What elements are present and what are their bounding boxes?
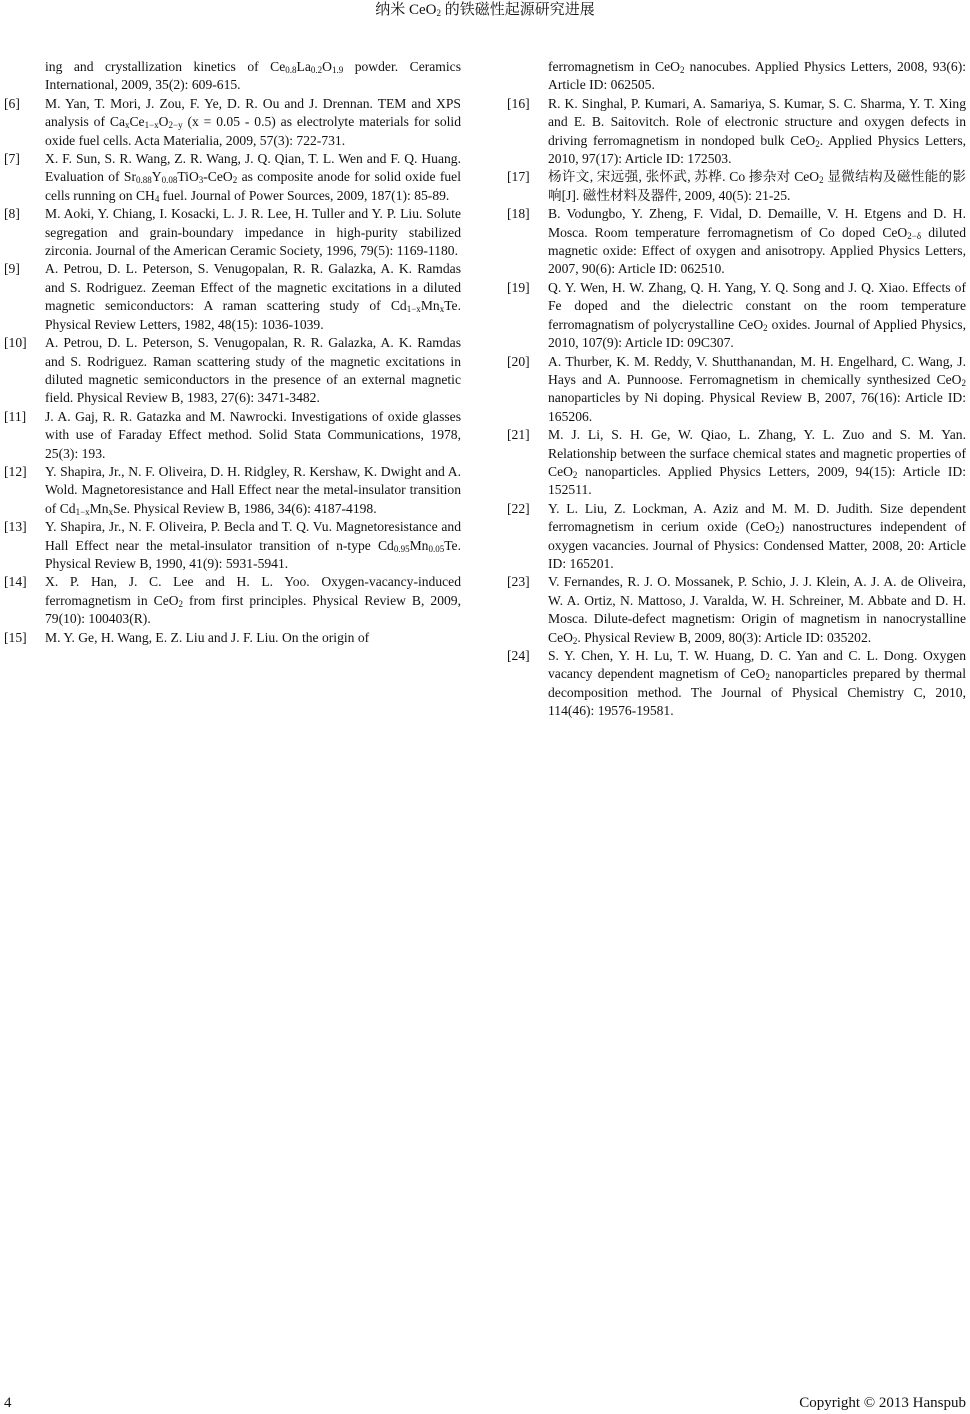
text-segment: as composite anode for solid oxide fuel cells running on CH bbox=[45, 169, 461, 203]
reference-number: [13] bbox=[4, 519, 27, 535]
subscript: 1−x bbox=[406, 304, 421, 315]
reference-entry bbox=[4, 334, 461, 408]
subscript: 2 bbox=[436, 8, 441, 18]
text-segment: A. Petrou, D. L. Peterson, S. Venugopalan, R. R. Galazka, A. K. Ramdas and S. Rodriguez. Zeeman Effect of the magnetic excitations in a diluted magnetic semiconductors: A raman scattering study of Cd bbox=[45, 261, 461, 314]
text-segment: ferromagnetism in CeO bbox=[548, 59, 680, 74]
text-segment: B. Vodungbo, Y. Zheng, F. Vidal, D. Demaille, V. H. Etgens and D. H. Mosca. Room temperature ferromagnetism of Co doped CeO bbox=[548, 206, 966, 240]
subscript: 2 bbox=[765, 672, 770, 683]
references-left-column bbox=[4, 58, 461, 647]
reference-entry bbox=[4, 95, 461, 150]
reference-text bbox=[45, 463, 461, 518]
reference-text bbox=[548, 58, 966, 95]
reference-number: [11] bbox=[4, 408, 27, 424]
reference-entry bbox=[507, 205, 966, 279]
reference-text bbox=[45, 629, 461, 647]
reference-number: [24] bbox=[507, 648, 530, 663]
text-segment: Y. Shapira, Jr., N. F. Oliveira, D. H. Ridgley, R. Kershaw, K. Dwight and A. Wold. Magnetoresistance and Hall Effect near the metal-insulator transition of Cd bbox=[45, 463, 461, 516]
reference-number: [19] bbox=[507, 279, 530, 295]
text-segment: nanocubes. Applied Physics Letters, 2008, 93(6): Article ID: 062505. bbox=[548, 59, 966, 93]
text-segment: Ce bbox=[129, 114, 145, 130]
subscript: x bbox=[439, 304, 445, 315]
subscript: 3 bbox=[198, 175, 204, 186]
text-segment: M. Yan, T. Mori, J. Zou, F. Ye, D. R. Ou and J. Drennan. TEM and XPS analysis of Ca bbox=[45, 95, 461, 130]
reference-entry bbox=[4, 629, 461, 647]
reference-number: [17] bbox=[507, 169, 530, 185]
reference-entry bbox=[4, 408, 461, 463]
reference-number: [20] bbox=[507, 353, 530, 369]
reference-text bbox=[548, 500, 966, 574]
text-segment: . Physical Review B, 2009, 80(3): Article ID: 035202. bbox=[577, 629, 872, 645]
reference-text bbox=[45, 334, 461, 408]
reference-entry bbox=[507, 353, 966, 427]
text-segment: 的铁磁性起源研究进展 bbox=[440, 2, 595, 18]
text-segment: M. J. Li, S. H. Ge, W. Qiao, L. Zhang, Y. L. Zuo and S. M. Yan. Relationship between the surface chemical states and magnetic properties of CeO bbox=[548, 427, 966, 479]
subscript: 2 bbox=[763, 322, 768, 333]
subscript: 0.05 bbox=[428, 543, 445, 554]
reference-entry bbox=[507, 168, 966, 205]
text-segment: from first principles. Physical Review B, 2009, 79(10): 100403(R). bbox=[45, 592, 461, 627]
reference-entry bbox=[4, 58, 461, 95]
subscript: x bbox=[124, 120, 130, 131]
reference-text bbox=[45, 573, 461, 628]
text-segment: oxides. Journal of Applied Physics, 2010, 107(9): Article ID: 09C307. bbox=[548, 316, 966, 351]
reference-entry bbox=[4, 150, 461, 205]
text-segment: . Applied Physics Letters, 2010, 97(17): Article ID: 172503. bbox=[548, 132, 967, 167]
reference-entry bbox=[4, 573, 461, 628]
text-segment: Y. L. Liu, Z. Lockman, A. Aziz and M. M. D. Judith. Size dependent ferromagnetism in cerium oxide (CeO bbox=[548, 500, 966, 535]
text-segment: Se. Physical Review B, 1986, 34(6): 4187-4198. bbox=[113, 500, 377, 516]
text-segment: M. Y. Ge, H. Wang, E. Z. Liu and J. F. Liu. On the origin of bbox=[45, 629, 370, 645]
reference-number: [6] bbox=[4, 95, 20, 111]
reference-entry bbox=[507, 426, 966, 500]
reference-text bbox=[548, 426, 966, 500]
reference-entry bbox=[507, 279, 966, 353]
reference-text bbox=[548, 353, 966, 427]
reference-text bbox=[548, 573, 966, 647]
reference-entry bbox=[4, 260, 461, 334]
text-segment: R. K. Singhal, P. Kumari, A. Samariya, S. Kumar, S. C. Sharma, Y. T. Xing and E. B. Saitovitch. Role of electronic structure and oxygen defects in driving ferromagnetism in nondoped bulk CeO bbox=[548, 95, 966, 148]
subscript: 2 bbox=[572, 469, 578, 480]
subscript: x bbox=[108, 506, 114, 517]
subscript: 1−x bbox=[144, 120, 159, 131]
subscript: 0.95 bbox=[393, 543, 410, 554]
text-segment: V. Fernandes, R. J. O. Mossanek, P. Schio, J. J. Klein, A. J. A. de Oliveira, W. A. Ortiz, N. Mattoso, J. Varalda, W. H. Schreiner, M. Abbate and D. H. Mosca. Dilute-defect magnetism: Origin of magnetism in nanocrystalline CeO bbox=[548, 574, 966, 645]
text-segment: fuel. Journal of Power Sources, 2009, 187(1): 85-89. bbox=[159, 187, 450, 203]
text-segment: Mn bbox=[409, 537, 429, 553]
text-segment: Te. Physical Review Letters, 1982, 48(15): 1036-1039. bbox=[45, 298, 461, 332]
reference-text bbox=[548, 279, 966, 353]
reference-text bbox=[548, 168, 966, 205]
reference-number: [10] bbox=[4, 335, 27, 351]
reference-number: [8] bbox=[4, 206, 20, 222]
subscript: 2 bbox=[679, 65, 685, 75]
reference-number: [18] bbox=[507, 206, 530, 222]
reference-text bbox=[45, 95, 461, 150]
reference-number: [16] bbox=[507, 95, 530, 111]
text-segment: Mn bbox=[89, 500, 109, 516]
subscript: 2 bbox=[775, 525, 780, 536]
reference-number: [14] bbox=[4, 574, 27, 590]
text-segment: nanoparticles prepared by thermal decomposition method. The Journal of Physical Chemistry C, 2010, 114(46): 19576-19581. bbox=[548, 666, 966, 719]
subscript: 4 bbox=[154, 193, 160, 204]
text-segment: -CeO bbox=[203, 169, 233, 185]
text-segment: (x = 0.05 - 0.5) as electrolyte materials for solid oxide fuel cells. Acta Materialia, 2009, 57(3): 722-731. bbox=[45, 114, 461, 148]
reference-text bbox=[548, 205, 966, 279]
text-segment: ing and crystallization kinetics of Ce bbox=[45, 59, 286, 74]
reference-number: [23] bbox=[507, 574, 530, 590]
text-segment: Y bbox=[151, 169, 162, 185]
text-segment: X. P. Han, J. C. Lee and H. L. Yoo. Oxygen-vacancy-induced ferromagnetism in CeO bbox=[45, 574, 461, 608]
subscript: 2−y bbox=[168, 120, 183, 131]
text-segment: 纳米 CeO bbox=[375, 2, 437, 18]
text-segment: ) nanostructures independent of oxygen vacancies. Journal of Physics: Condensed Matter, 2008, 20: Article ID: 165201. bbox=[548, 519, 966, 571]
subscript: 2 bbox=[572, 635, 578, 646]
reference-entry bbox=[507, 500, 966, 574]
reference-entry bbox=[4, 205, 461, 260]
subscript: 0.88 bbox=[136, 175, 152, 186]
reference-entry bbox=[507, 95, 966, 169]
text-segment: Mn bbox=[420, 298, 440, 314]
subscript: 2−δ bbox=[907, 230, 922, 241]
text-segment: powder. Ceramics International, 2009, 35(2): 609-615. bbox=[45, 59, 461, 93]
reference-number: [21] bbox=[507, 427, 530, 443]
subscript: 2 bbox=[232, 175, 238, 186]
text-segment: A. Petrou, D. L. Peterson, S. Venugopalan, R. R. Galazka, A. K. Ramdas and S. Rodriguez. Raman scattering study of the magnetic excitations in diluted magnetic semiconductors in the presence of an external magnetic field. Physical Review B, 1983, 27(6): 3471-3482. bbox=[45, 335, 461, 406]
reference-text bbox=[45, 150, 461, 205]
reference-number: [15] bbox=[4, 629, 27, 645]
text-segment: O bbox=[322, 59, 332, 74]
text-segment: S. Y. Chen, Y. H. Lu, T. W. Huang, D. C. Yan and C. L. Dong. Oxygen vacancy dependent magnetism of CeO bbox=[548, 648, 966, 682]
text-segment: M. Aoki, Y. Chiang, I. Kosacki, L. J. R. Lee, H. Tuller and Y. P. Liu. Solute segregation and grain-boundary impedance in high-purity stabilized zirconia. Journal of the American Ceramic Society, 1996, 79(5): 1169-1180. bbox=[45, 206, 461, 259]
subscript: 0.2 bbox=[310, 65, 323, 75]
reference-entry bbox=[4, 463, 461, 518]
subscript: 1−x bbox=[75, 506, 90, 517]
reference-number: [9] bbox=[4, 261, 20, 277]
reference-number: [22] bbox=[507, 500, 530, 516]
references-right-column bbox=[507, 58, 966, 721]
reference-text bbox=[548, 647, 966, 721]
text-segment: Y. Shapira, Jr., N. F. Oliveira, P. Becla and T. Q. Vu. Magnetoresistance and Hall Effect near the metal-insulator transition of n-type Cd bbox=[45, 519, 461, 553]
text-segment: nanoparticles. Applied Physics Letters, 2009, 94(15): Article ID: 152511. bbox=[548, 463, 966, 498]
reference-number: [12] bbox=[4, 463, 27, 479]
reference-text bbox=[45, 58, 461, 95]
text-segment: O bbox=[158, 114, 169, 130]
text-segment: Q. Y. Wen, H. W. Zhang, Q. H. Yang, Y. Q. Song and J. Q. Xiao. Effects of Fe doped and the dielectric constant on the room temperature ferromagnatism of polycrystalline CeO bbox=[548, 279, 966, 332]
page-number: 4 bbox=[4, 1395, 12, 1411]
text-segment: 显微结构及磁性能的影响[J]. 磁性材料及器件, 2009, 40(5): 21-25. bbox=[548, 169, 967, 203]
text-segment: 杨许文, 宋远强, 张怀武, 苏桦. Co 掺杂对 CeO bbox=[548, 169, 820, 185]
text-segment: nanoparticles by Ni doping. Physical Review B, 2007, 76(16): Article ID: 165206. bbox=[548, 390, 966, 424]
reference-number: [7] bbox=[4, 151, 20, 167]
subscript: 1.9 bbox=[331, 65, 344, 75]
subscript: 0.8 bbox=[285, 65, 297, 75]
text-segment: A. Thurber, K. M. Reddy, V. Shutthanandan, M. H. Engelhard, C. Wang, J. Hays and A. Punnoose. Ferromagnetism in chemically synthesized CeO bbox=[548, 353, 966, 387]
reference-text bbox=[45, 408, 461, 463]
subscript: 2 bbox=[815, 138, 820, 149]
text-segment: La bbox=[296, 59, 311, 74]
reference-text bbox=[45, 518, 461, 573]
text-segment: TiO bbox=[177, 169, 199, 185]
text-segment: diluted magnetic oxide: Effect of oxygen and anisotropy. Applied Physics Letters, 2007, 90(6): Article ID: 062510. bbox=[548, 224, 967, 277]
reference-text bbox=[45, 205, 461, 260]
reference-text bbox=[45, 260, 461, 334]
text-segment: J. A. Gaj, R. R. Gatazka and M. Nawrocki. Investigations of oxide glasses with use of Faraday Effect method. Solid Stata Communications, 1978, 25(3): 193. bbox=[45, 408, 461, 461]
text-segment: Te. Physical Review B, 1990, 41(9): 5931-5941. bbox=[45, 537, 461, 571]
subscript: 2 bbox=[819, 175, 824, 186]
reference-entry bbox=[4, 518, 461, 573]
copyright-notice: Copyright © 2013 Hanspub bbox=[799, 1395, 966, 1411]
running-header bbox=[0, 0, 970, 20]
reference-text bbox=[548, 95, 966, 169]
subscript: 0.08 bbox=[161, 175, 178, 186]
subscript: 2 bbox=[961, 377, 966, 388]
text-segment: X. F. Sun, S. R. Wang, Z. R. Wang, J. Q. Qian, T. L. Wen and F. Q. Huang. Evaluation of Sr bbox=[45, 151, 461, 185]
reference-entry bbox=[507, 573, 966, 647]
reference-entry bbox=[507, 58, 966, 95]
subscript: 2 bbox=[178, 598, 184, 609]
reference-entry bbox=[507, 647, 966, 721]
